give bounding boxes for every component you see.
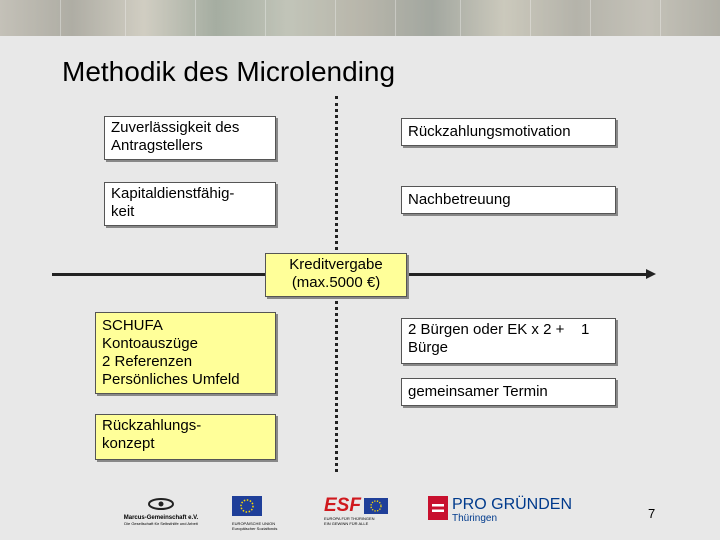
box-text: gemeinsamer Termin xyxy=(408,383,548,400)
logo-marcus-gemeinschaft xyxy=(115,496,207,530)
box-rueckzahlungsmotivation xyxy=(401,118,616,146)
box-kapitaldienstfaehigkeit xyxy=(104,182,276,226)
logo-text: Europäischer Sozialfonds xyxy=(232,526,278,531)
logo-text: EUROPA FÜR THÜRINGEN xyxy=(324,516,375,521)
logo-text: EUROPÄISCHE UNION xyxy=(232,521,276,526)
page-number: 7 xyxy=(648,506,656,521)
banner-tile xyxy=(395,0,461,36)
box-text: Kontoauszüge xyxy=(102,335,198,352)
eu-flag-icon xyxy=(364,498,388,514)
logo-text: Die Gesellschaft für Selbsthilfe und Arbeit xyxy=(124,521,198,526)
box-text: Zuverlässigkeit des xyxy=(111,119,240,136)
eu-flag-icon xyxy=(232,496,262,516)
eye-logo-icon xyxy=(115,496,207,510)
box-zuverlaessigkeit xyxy=(104,116,276,160)
box-text: Rückzahlungs- xyxy=(102,417,202,434)
banner-tile xyxy=(590,0,661,36)
banner-tile xyxy=(335,0,396,36)
box-termin xyxy=(401,378,616,406)
box-text: 2 Referenzen xyxy=(102,353,193,370)
banner-tile xyxy=(125,0,196,36)
box-text: Kapitaldienstfähig- xyxy=(111,185,235,202)
banner-tile xyxy=(60,0,126,36)
box-text: Bürge xyxy=(408,339,449,356)
box-text: Rückzahlungsmotivation xyxy=(408,123,571,140)
box-text: konzept xyxy=(102,435,155,452)
timeline-arrowhead xyxy=(646,269,656,279)
box-nachbetreuung xyxy=(401,186,616,214)
banner-tile xyxy=(0,0,61,36)
logo-esf xyxy=(324,496,388,530)
logo-eu xyxy=(232,496,288,530)
esf-logo-text: ESF xyxy=(324,495,361,516)
box-kreditvergabe xyxy=(265,253,407,297)
box-text: Kreditvergabe xyxy=(289,256,383,273)
banner-tile xyxy=(265,0,336,36)
logo-text: Thüringen xyxy=(452,513,498,524)
logo-text: PRO GRÜNDEN xyxy=(452,496,573,513)
box-schufa xyxy=(95,312,276,394)
banner-tile xyxy=(195,0,266,36)
logo-text: EIN GEWINN FÜR ALLE xyxy=(324,521,369,526)
logo-text: Marcus-Gemeinschaft e.V. xyxy=(123,515,199,521)
box-text: SCHUFA xyxy=(102,317,163,334)
box-text: keit xyxy=(111,203,135,220)
page-title: Methodik des Microlending xyxy=(62,56,396,87)
pro-gruenden-mark-icon xyxy=(428,496,448,520)
logo-pro-gruenden xyxy=(428,496,578,530)
box-text: Nachbetreuung xyxy=(408,191,511,208)
box-text: 2 Bürgen oder EK x 2 + 1 xyxy=(408,321,590,338)
box-buergen xyxy=(401,318,616,364)
box-text: (max.5000 €) xyxy=(291,274,381,291)
banner-tile xyxy=(460,0,531,36)
box-rueckzahlungskonzept xyxy=(95,414,276,460)
box-text: Antragstellers xyxy=(111,137,203,154)
header-photo-banner xyxy=(0,0,720,36)
banner-tile xyxy=(530,0,591,36)
box-text: Persönliches Umfeld xyxy=(102,371,240,388)
